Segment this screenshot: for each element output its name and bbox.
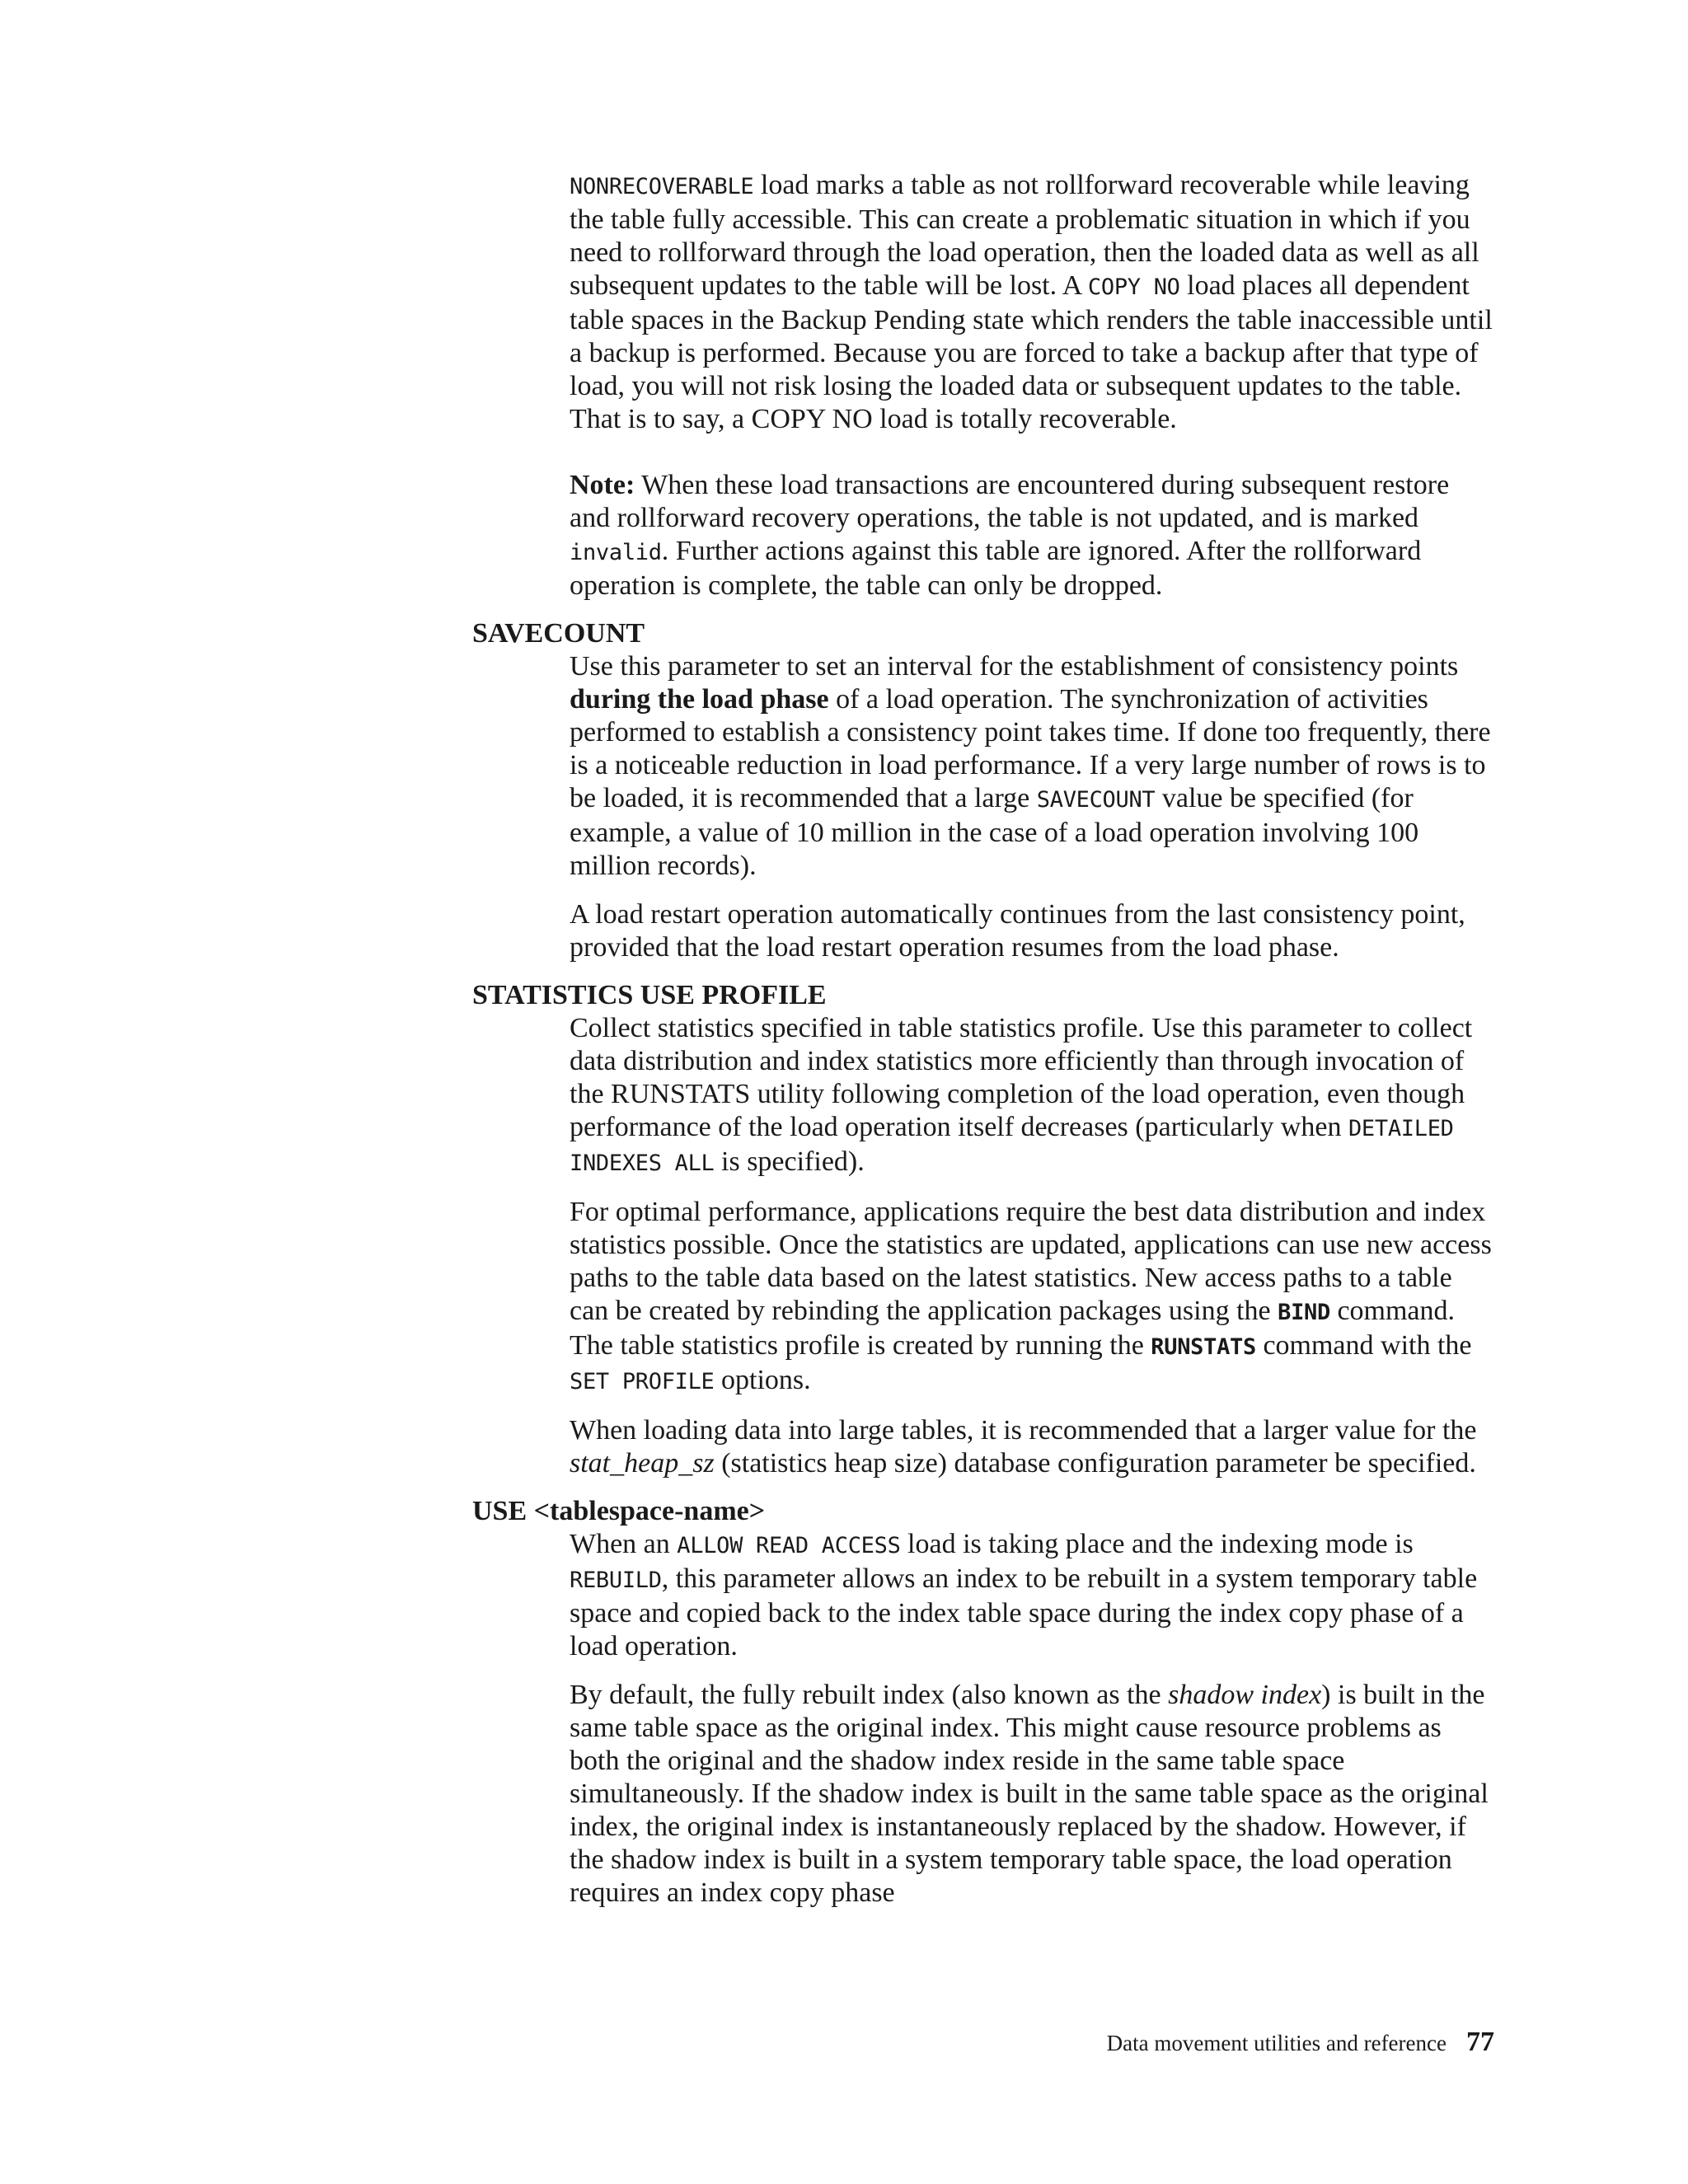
use-tablespace-paragraph-2 xyxy=(570,1679,1494,1910)
savecount-paragraph-2: A load restart operation automatically continues from the last consistency point, provided that the load restart operation resumes from the load phase. xyxy=(570,899,1465,963)
note-paragraph xyxy=(570,469,1494,602)
statistics-definition xyxy=(570,1012,1494,1480)
text: , this parameter allows an index to be rebuilt in a system temporary table space and copied back to the index table space during the index copy phase of a load operation. xyxy=(570,1563,1478,1661)
term-statistics-use-profile: STATISTICS USE PROFILE xyxy=(472,980,827,1010)
savecount-paragraph-1 xyxy=(570,650,1494,883)
command-bind: BIND xyxy=(1278,1300,1330,1325)
note-label: Note: xyxy=(570,470,635,500)
code-rebuild: REBUILD xyxy=(570,1568,662,1593)
use-tablespace-paragraph-1 xyxy=(570,1528,1494,1663)
use-tablespace-definition xyxy=(570,1528,1494,1910)
text: . Further actions against this table are ignored. After the rollforward operation is complete, the table can only be dropped. xyxy=(570,536,1422,601)
main-content xyxy=(472,169,1494,1910)
text: options. xyxy=(714,1365,811,1395)
code-set-profile: SET PROFILE xyxy=(570,1369,715,1394)
code-allow-read-access: ALLOW READ ACCESS xyxy=(677,1533,901,1558)
statistics-paragraph-1 xyxy=(570,1012,1494,1180)
text: (statistics heap size) database configuration parameter be specified. xyxy=(714,1448,1476,1479)
savecount-definition xyxy=(570,650,1494,964)
nonrecoverable-paragraph xyxy=(570,169,1494,436)
statistics-paragraph-3 xyxy=(570,1414,1494,1480)
page-footer xyxy=(1107,2026,1494,2060)
text: ) is built in the same table space as the original index. This might cause resource problems as both the original and the shadow index reside in the same table space simultaneously. If the shadow index is built in the same table space as the original index, the original index is instantaneously replaced by the shadow. However, if the shadow index is built in a system temporary table space, the load operation requires an index copy phase xyxy=(570,1680,1489,1908)
nonrecoverable-section xyxy=(570,169,1494,602)
code-invalid: invalid xyxy=(570,540,662,565)
code-savecount: SAVECOUNT xyxy=(1036,787,1156,813)
text: load marks a table as not rollforward recoverable while leaving the table fully accessible. This can create a problematic situation in which if you need to rollforward through the load operation, then the loaded data as well as all subsequent updates to the table will be lost. A xyxy=(570,170,1479,301)
footer-title: Data movement utilities and reference xyxy=(1106,2031,1447,2055)
parameter-name: stat_heap_sz xyxy=(570,1448,715,1479)
text: Collect statistics specified in table statistics profile. Use this parameter to collect data distribution and index statistics more efficiently than through invocation of the RUNSTATS utility following completion of the load operation, even though performance of the load operation itself decreases (particularly when xyxy=(570,1013,1473,1142)
text: value be specified (for example, a value of 10 million in the case of a load operation involving 100 million records). xyxy=(570,783,1419,881)
term-savecount: SAVECOUNT xyxy=(472,618,645,649)
text: load places all dependent table spaces in the Backup Pending state which renders the table inaccessible until a backup is performed. Because you are forced to take a backup after that type of load, you will not risk losing the loaded data or subsequent updates to the table. That is to say, a COPY NO load is totally recoverable. xyxy=(570,270,1493,434)
text: Use this parameter to set an interval for the establishment of consistency points xyxy=(570,651,1459,682)
code-copy-no: COPY NO xyxy=(1087,274,1180,300)
italic-term: shadow index xyxy=(1168,1680,1322,1710)
code-detailed-indexes-all: DETAILED INDEXES ALL xyxy=(570,1116,1454,1176)
text: When these load transactions are encountered during subsequent restore and rollforward recovery operations, the table is not updated, and is marked xyxy=(570,470,1450,533)
text: When an xyxy=(570,1529,678,1559)
page-number: 77 xyxy=(1466,2027,1494,2057)
term-use-tablespace: USE <tablespace-name> xyxy=(472,1496,766,1526)
text: command. The table statistics profile is created by running the xyxy=(570,1296,1456,1361)
text: load is taking place and the indexing mode is xyxy=(900,1529,1414,1559)
text: command with the xyxy=(1255,1330,1472,1361)
text: When loading data into large tables, it is recommended that a larger value for the xyxy=(570,1415,1477,1446)
bold-text: during the load phase xyxy=(570,684,829,715)
text: is specified). xyxy=(714,1146,865,1177)
command-runstats: RUNSTATS xyxy=(1151,1334,1256,1360)
code-nonrecoverable: NONRECOVERABLE xyxy=(570,174,754,199)
text: of a load operation. The synchronization of activities performed to establish a consistency point takes time. If done too frequently, there is a noticeable reduction in load performance. If a very large number of rows is to be loaded, it is recommended that a large xyxy=(570,684,1491,813)
text: By default, the fully rebuilt index (also known as the xyxy=(570,1680,1169,1710)
text: For optimal performance, applications require the best data distribution and index statistics possible. Once the statistics are updated, applications can use new access paths to the table data based on the latest statistics. New access paths to a table can be created by rebinding the application packages using the xyxy=(570,1197,1492,1326)
statistics-paragraph-2 xyxy=(570,1196,1494,1399)
